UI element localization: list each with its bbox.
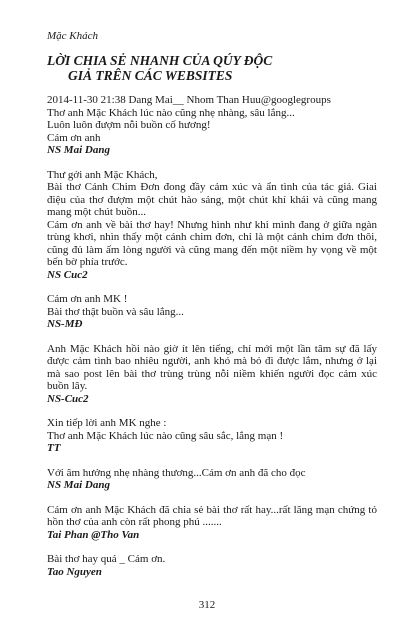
comment-signature: NS Cuc2: [47, 268, 88, 281]
comments-section: [47, 94, 377, 578]
comment-entry: [47, 94, 377, 157]
page-number: 312: [198, 599, 216, 611]
comment-signature: NS-MĐ: [47, 318, 83, 330]
comment-line: Cám ơn anh về bài thơ hay! Nhưng hình như khi mình đang ở giữa ngàn trùng khơi, nhìn thấy một cánh chim đơn, chỉ là một cánh chim đơn thôi, cũng đủ làm ấm lòng người và cũng mang đến một niềm hy vọng về một bến bờ phía trước.: [47, 218, 377, 268]
comment-line: Bài thơ Cánh Chim Đơn đong đầy cảm xúc và ẩn tình của tác giả. Giai điệu của thơ đượm một chút hào sảng, một chút khí khái và cũng mang mang một chút buồn...: [47, 181, 377, 218]
comment-line: Anh Mặc Khách hồi nào giờ ít lên tiếng, chỉ mới một lần tâm sự đã lấy được cảm tình bao nhiêu người, anh khó mà bỏ đi được lắm, nhưng ở lại mà sao post lên bài thơ trùng trùng nỗi niềm khiến người đọc cảm xúc buồn lây.: [47, 342, 377, 392]
comment-line: Với âm hưởng nhẹ nhàng thương...Cám ơn anh đã cho đọc: [47, 466, 306, 479]
comment-line: Thơ anh Mặc Khách lúc nào cũng nhẹ nhàng, sâu lắng...: [47, 106, 295, 119]
comment-line: Thơ anh Mặc Khách lúc nào cũng sâu sắc, lắng mạn !: [47, 429, 284, 442]
comment-line: Xin tiếp lời anh MK nghe :: [47, 417, 167, 429]
comment-entry: [47, 169, 377, 282]
comment-entry: [47, 417, 377, 455]
comment-line: Cảm ơn anh MK !: [47, 293, 128, 305]
comment-line: Bài thơ hay quá _ Cám ơn.: [47, 553, 166, 565]
title-line-1: LỜI CHIA SẺ NHANH CỦA QÚY ĐỘC: [47, 53, 273, 68]
comment-line: Thư gởi anh Mặc Khách,: [47, 168, 158, 181]
comment-entry: [47, 343, 377, 406]
comment-entry: [47, 467, 377, 492]
comment-line: Luôn luôn đượm nỗi buồn cố hương!: [47, 119, 211, 131]
comment-signature: Tai Phan @Tho Van: [47, 528, 140, 541]
comment-signature: TT: [47, 442, 61, 454]
comment-line: Bài thơ thật buồn và sâu lắng...: [47, 305, 184, 318]
comment-entry: [47, 553, 377, 578]
chapter-title: [47, 53, 377, 83]
running-head: Mặc Khách: [47, 30, 99, 42]
comment-line: 2014-11-30 21:38 Dang Mai__ Nhom Than Huu@googlegroups: [47, 94, 331, 106]
comment-signature: NS-Cuc2: [47, 392, 89, 405]
comment-signature: Tao Nguyen: [47, 565, 102, 578]
title-line-2: GIẢ TRÊN CÁC WEBSITES: [68, 68, 233, 83]
comment-line: Cám ơn anh Mặc Khách đã chia sẻ bài thơ rất hay...rất lãng mạn chứng tỏ hồn thơ của anh còn rất phong phú .......: [47, 503, 377, 528]
comment-entry: [47, 504, 377, 542]
comment-signature: NS Mai Dang: [47, 144, 110, 156]
comment-signature: NS Mai Dang: [47, 479, 110, 491]
comment-entry: [47, 293, 377, 331]
comment-line: Cám ơn anh: [47, 131, 101, 144]
